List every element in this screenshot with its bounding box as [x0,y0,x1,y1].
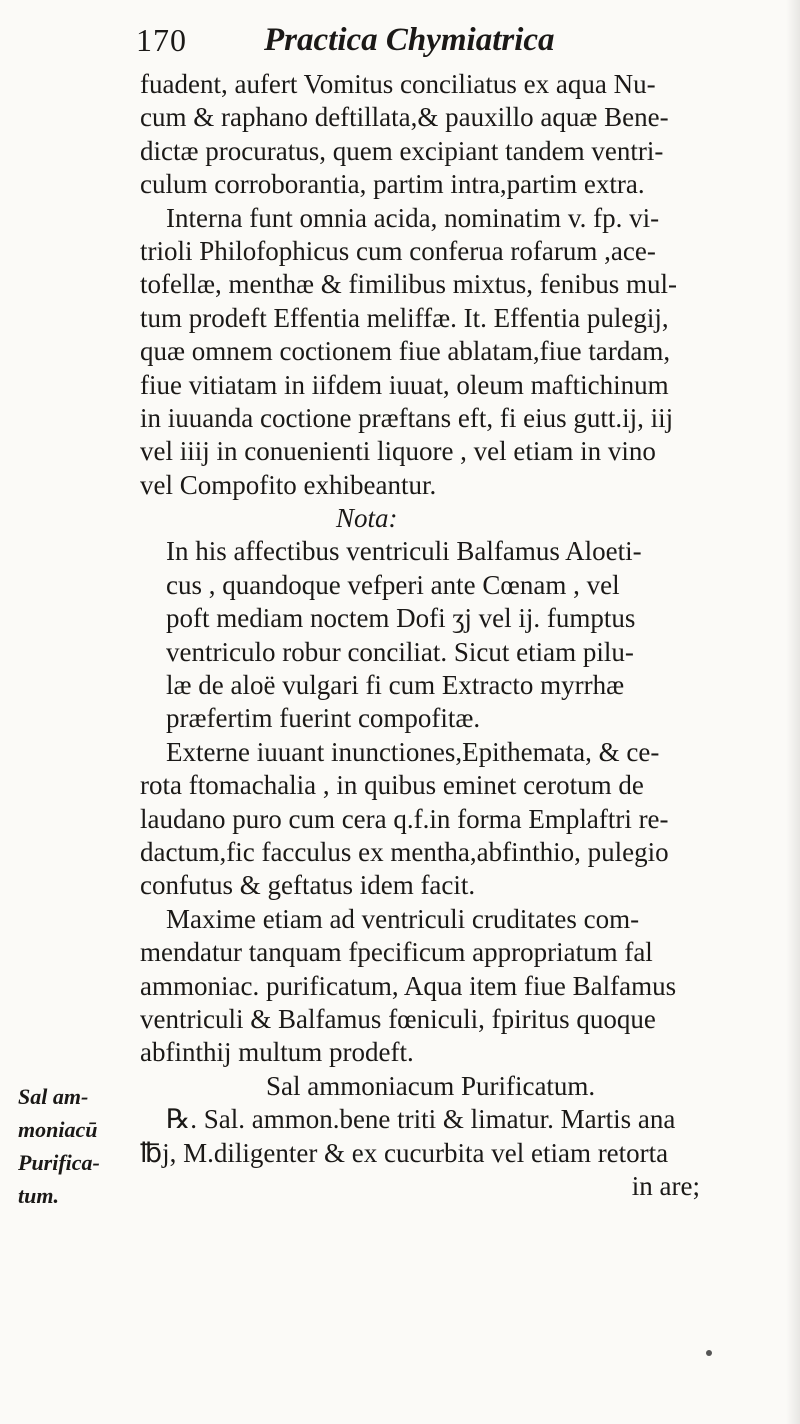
body-text [140,68,700,1203]
text-line: confutus & geftatus idem facit. [140,870,476,901]
text-line: quæ omnem coctionem fiue ablatam,fiue tardam, [140,336,671,367]
text-line: ammoniac. purificatum, Aqua item fiue Balfamus [140,970,677,1001]
text-line: abfinthij multum prodeft. [140,1037,414,1068]
text-line: dictæ procuratus, quem excipiant tandem ventri- [140,135,664,166]
text-line: ventriculo robur conciliat. Sicut etiam pilu- [166,636,634,667]
text-line: tum prodeft Effentia meliffæ. It. Effentia pulegij, [140,302,669,333]
text-line: cum & raphano deftillata,& pauxillo aquæ Bene- [140,102,669,133]
text-line: cus , quandoque vefperi ante Cœnam , vel [166,569,620,600]
text-line: culum corroborantia, partim intra,partim extra. [140,169,645,200]
text-line: rota ftomachalia , in quibus eminet cerotum de [140,770,644,801]
text-line: Externe iuuant inunctiones,Epithemata, & ce- [166,736,660,767]
text-line: Maxime etiam ad ventriculi cruditates com- [166,903,640,934]
margin-note-line: Sal am- [18,1084,89,1109]
section-heading: Sal ammoniacum Purificatum. [266,1070,596,1101]
text-line: ventriculi & Balfamus fœniculi, fpiritus quoque [140,1003,656,1034]
text-line: poft mediam noctem Dofi ʒj vel ij. fumptus [166,603,636,634]
margin-note-line: Purifica- [18,1150,100,1175]
text-line: in iuuanda coctione præftans eft, fi eius gutt.ij, iij [140,402,674,433]
text-line: dactum,fic facculus ex mentha,abfinthio, pulegio [140,836,669,867]
page-number: 170 [136,22,187,58]
text-line: fiue vitiatam in iifdem iuuat, oleum maftichinum [140,369,669,400]
section-heading-nota: Nota: [336,503,398,534]
recipe-line: ℞. Sal. ammon.bene triti & limatur. Martis ana [166,1104,676,1135]
text-line: laudano puro cum cera q.f.in forma Emplaftri re- [140,803,669,834]
running-title: Practica Chymiatrica [264,22,555,58]
text-line: læ de aloë vulgari fi cum Extracto myrrhæ [166,670,625,701]
text-line: Interna funt omnia acida, nominatim v. fp. vi- [166,202,660,233]
margin-note-line: moniacū [18,1117,98,1142]
ink-dot [706,1350,712,1356]
text-line: tofellæ, menthæ & fimilibus mixtus, fenibus mul- [140,269,677,300]
text-line: vel iiij in conuenienti liquore , vel etiam in vino [140,436,656,467]
page-header [126,18,686,62]
text-line: In his affectibus ventriculi Balfamus Aloeti- [166,536,642,567]
margin-note-line: tum. [18,1183,59,1208]
recipe-line: ℔j, M.diligenter & ex cucurbita vel etiam retorta [140,1137,669,1168]
text-line: mendatur tanquam fpecificum appropriatum fal [140,937,653,968]
margin-note [18,1080,128,1212]
catchword: in are; [631,1170,700,1201]
text-line: præfertim fuerint compofitæ. [166,703,481,734]
text-line: vel Compofito exhibeantur. [140,469,437,500]
page-edge-shadow [786,0,800,1424]
text-line: fuadent, aufert Vomitus conciliatus ex aqua Nu- [140,69,656,99]
text-line: trioli Philofophicus cum conferua rofarum ,ace- [140,235,656,266]
